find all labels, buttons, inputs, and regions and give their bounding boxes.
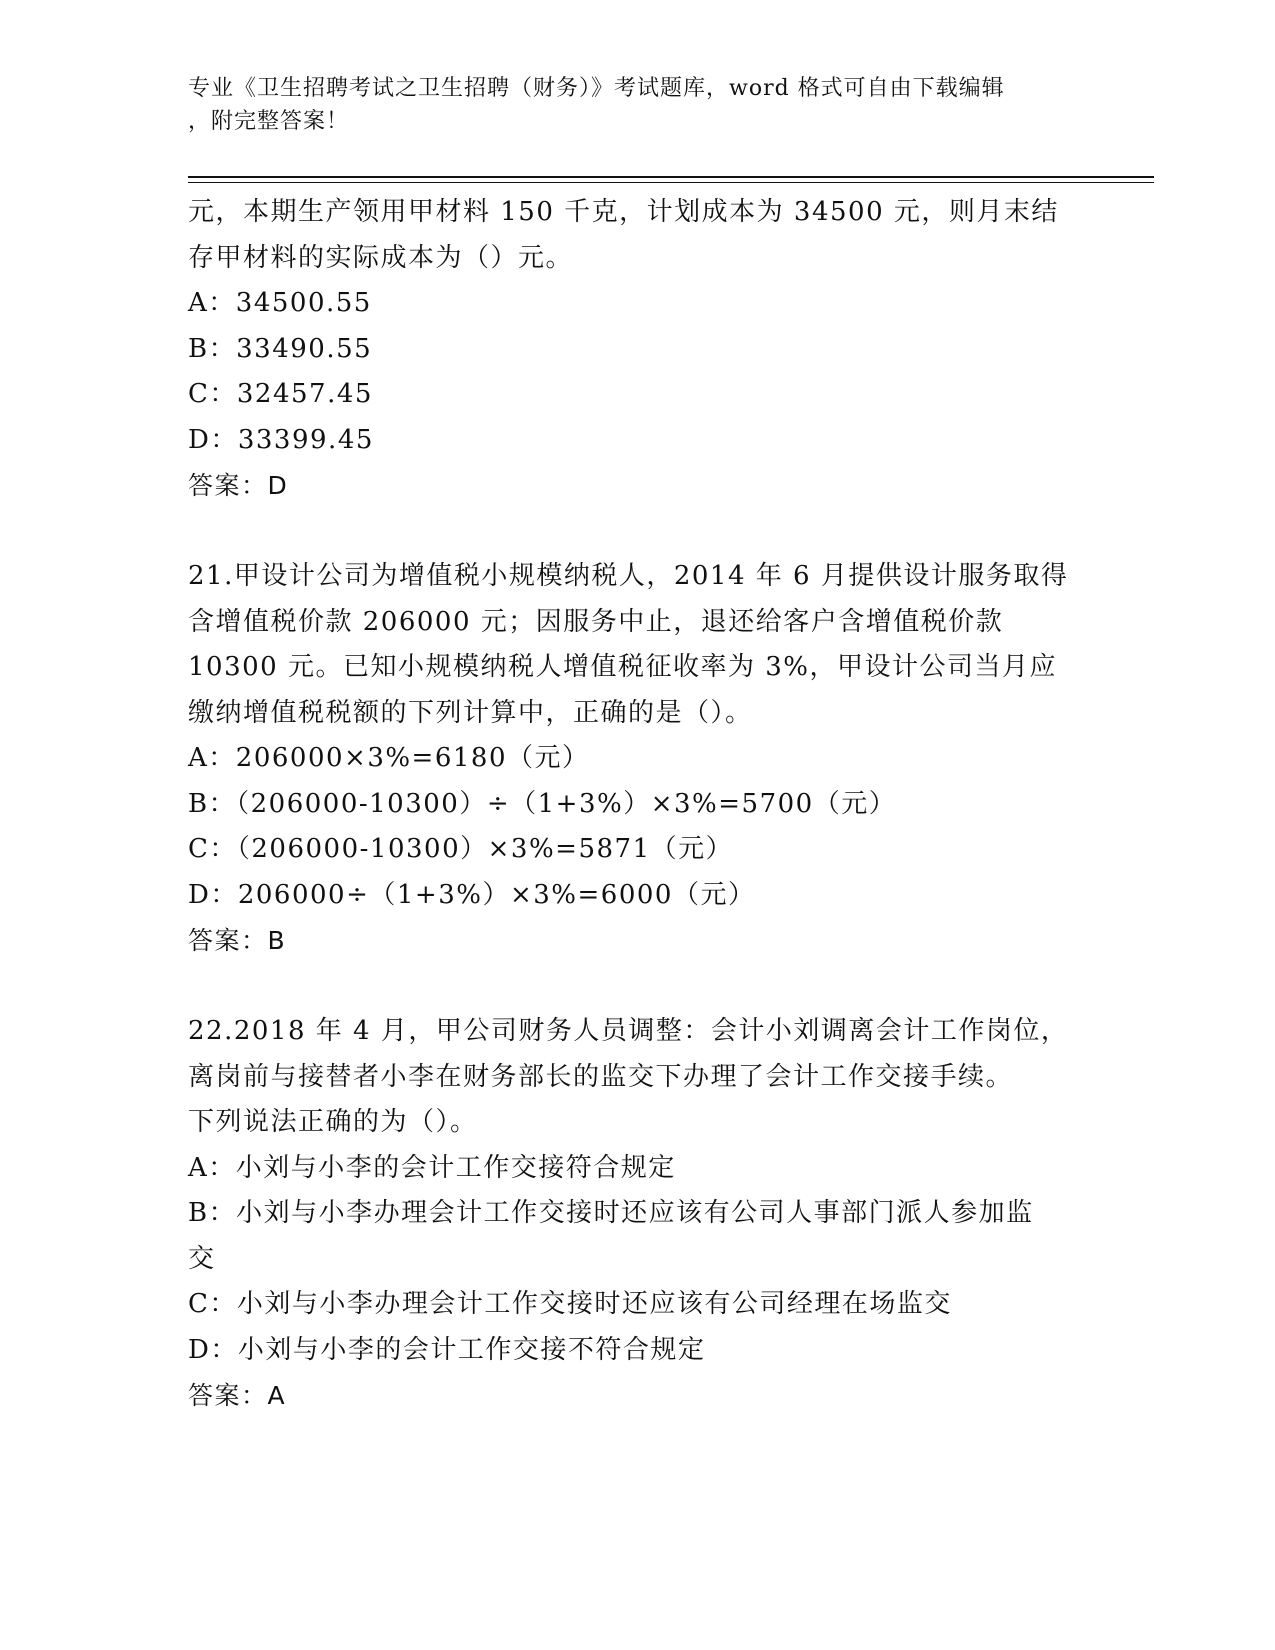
option-c: C：32457.45 [188,379,373,409]
question-stem-line: 缴纳增值税税额的下列计算中，正确的是（）。 [188,697,753,728]
header-line-2: ，附完整答案！ [188,109,350,134]
option-b: B：小刘与小李办理会计工作交接时还应该有公司人事部门派人参加监 [188,1198,1034,1228]
option-b: B：33490.55 [188,333,373,364]
question-stem-line: 下列说法正确的为（）。 [188,1107,478,1137]
question-stem-line: 存甲材料的实际成本为（）元。 [188,242,574,273]
question-stem-line: 22.2018 年 4 月，甲公司财务人员调整：会计小刘调离会计工作岗位， [188,1016,1069,1046]
header-divider-thin [188,182,1154,183]
question-22 [188,1009,1108,1419]
answer-line: 答案：D [188,471,289,500]
option-b: B：（206000-10300）÷（1+3%）×3%=5700（元） [188,788,897,819]
option-a: A：小刘与小李的会计工作交接符合规定 [188,1152,676,1183]
question-content [188,190,1108,1419]
spacer [188,509,1108,555]
option-d: D：33399.45 [188,424,374,455]
option-b-continued: 交 [188,1243,216,1274]
option-c: C：小刘与小李办理会计工作交接时还应该有公司经理在场监交 [188,1289,952,1319]
question-21 [188,554,1108,964]
answer-line: 答案：B [188,926,287,955]
answer-line: 答案：A [188,1381,287,1410]
header-divider-thick [188,176,1154,178]
option-d: D：206000÷（1+3%）×3%=6000（元） [188,879,756,910]
option-d: D：小刘与小李的会计工作交接不符合规定 [188,1334,706,1365]
question-stem-line: 元，本期生产领用甲材料 150 千克，计划成本为 34500 元，则月末结 [188,197,1059,227]
option-c: C：（206000-10300）×3%=5871（元） [188,834,734,864]
option-a: A：34500.55 [188,288,372,318]
document-header [188,72,1068,138]
question-stem-line: 含增值税价款 206000 元；因服务中止，退还给客户含增值税价款 [188,606,1004,637]
question-stem-line: 21.甲设计公司为增值税小规模纳税人，2014 年 6 月提供设计服务取得 [188,561,1069,591]
question-20 [188,190,1108,509]
question-stem-line: 10300 元。已知小规模纳税人增值税征收率为 3%，甲设计公司当月应 [188,652,1057,682]
question-stem-line: 离岗前与接替者小李在财务部长的监交下办理了会计工作交接手续。 [188,1061,1014,1092]
option-a: A：206000×3%=6180（元） [188,743,590,773]
spacer [188,964,1108,1010]
header-line-1: 专业《卫生招聘考试之卫生招聘（财务）》考试题库，word 格式可自由下载编辑 [188,76,1005,101]
